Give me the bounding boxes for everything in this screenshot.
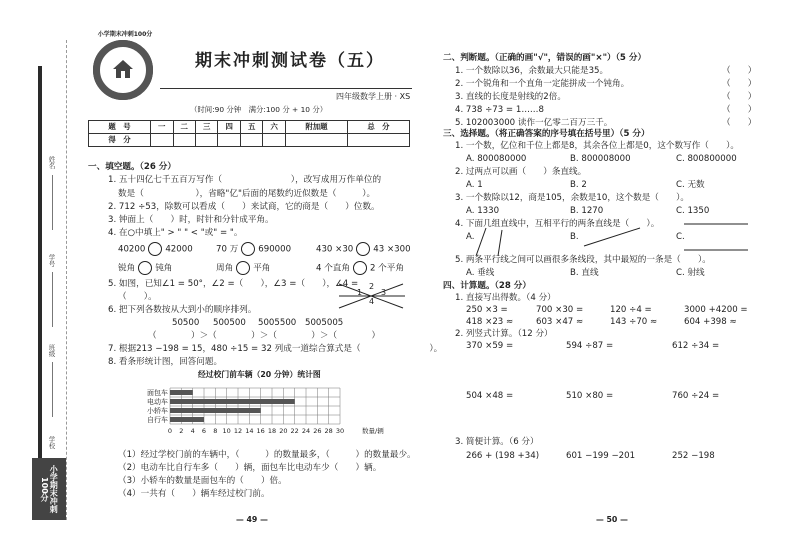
compare-circle[interactable]: [148, 242, 162, 256]
angle-label: 1: [357, 288, 363, 297]
calc-item: 418 ×23 ≈: [466, 317, 514, 327]
tick-label: 14: [245, 427, 254, 435]
calc-item: 612 ÷34 =: [672, 341, 720, 351]
tick-label: 18: [267, 427, 277, 435]
choice-option[interactable]: A. 垂线: [466, 268, 495, 278]
school-label: 学校: [47, 436, 56, 449]
score-input[interactable]: [240, 134, 262, 147]
score-cell: 三: [195, 121, 217, 134]
category-label: 电动车: [147, 398, 168, 406]
class-label: 班级: [47, 344, 56, 357]
score-cell: 题 号: [89, 121, 151, 134]
calc-item: 120 ÷4 =: [610, 305, 652, 315]
calc-q3: 3. 简便计算。（6 分）: [455, 437, 539, 447]
category-label: 自行车: [147, 416, 168, 424]
x-axis-label: 数量/辆: [362, 427, 384, 435]
choice-option[interactable]: B. 2: [570, 180, 587, 190]
tick-label: 10: [222, 427, 231, 435]
score-input[interactable]: [173, 134, 195, 147]
tick-label: 28: [324, 427, 333, 435]
score-value-row: [89, 134, 410, 147]
tick-label: 0: [167, 427, 173, 435]
score-input[interactable]: [218, 134, 240, 147]
bar-2: [170, 408, 261, 413]
q4-row1-c: 430 ×30 43 ×300: [316, 242, 411, 256]
angle-label: 4: [369, 297, 375, 306]
q6-num: 50500: [172, 318, 200, 328]
calc-item: 504 ×48 =: [466, 391, 514, 401]
calc-item: 760 ÷24 =: [672, 391, 720, 401]
score-table: [88, 120, 410, 147]
choice-option[interactable]: C. 1350: [676, 206, 710, 216]
q1-line-b: 数是（ ），省略"亿"后面的尾数约近似数是（ ）。: [118, 189, 376, 199]
section1-title: 一、填空题。（26 分）: [88, 162, 176, 172]
bar-3: [170, 417, 204, 422]
calc-item: 370 ×59 =: [466, 341, 514, 351]
choice-q4: 4. 下面几组直线中，互相平行的两条直线是（ ）。: [455, 219, 660, 229]
section3-title: 三、选择题。（将正确答案的序号填在括号里）（5 分）: [443, 129, 650, 139]
angle-label: 3: [381, 288, 387, 297]
calc-item: 3000 +4200 =: [684, 305, 748, 315]
judge-answer[interactable]: （ ）: [722, 66, 757, 76]
q4-row2: 锐角 钝角: [118, 261, 172, 275]
score-cell: 二: [173, 121, 195, 134]
choice-option[interactable]: A. 800080000: [466, 154, 527, 164]
calc-item: 594 ÷87 =: [566, 341, 614, 351]
logo-badge: [93, 31, 153, 100]
q8: 8. 看条形统计图，回答问题。: [108, 357, 223, 367]
q4-row1: 40200 42000: [118, 242, 193, 256]
choice-option[interactable]: B.: [570, 232, 579, 242]
judge-item: 5. 102003000 读作一亿零二百万三千。: [455, 118, 613, 128]
judge-item: 3. 直线的长度是射线的2倍。: [455, 92, 566, 102]
q8-3: （3）小轿车的数量是面包车的（ ）倍。: [118, 476, 287, 486]
calc-item: 510 ×80 =: [566, 391, 614, 401]
score-cell: 附加题: [285, 121, 347, 134]
calc-item: 143 ÷70 ≈: [610, 317, 658, 327]
category-label: 面包车: [147, 389, 168, 397]
page-number-right: — 50 —: [596, 515, 628, 524]
q6-num: 5005005: [305, 318, 344, 328]
q6-num: 500500: [213, 318, 246, 328]
judge-answer[interactable]: （ ）: [722, 105, 757, 115]
judge-answer[interactable]: （ ）: [722, 118, 757, 128]
house-icon: [112, 58, 134, 80]
parallel-lines-figure: [472, 222, 752, 258]
choice-option[interactable]: A.: [466, 232, 475, 242]
tick-label: 26: [313, 427, 322, 435]
choice-q5: 5. 两条平行线之间可以画很多条线段，其中最短的一条是（ ）。: [455, 255, 711, 265]
brand-box: 小学期末冲刺100分: [32, 458, 66, 520]
choice-option[interactable]: C. 无数: [676, 180, 705, 190]
calc-q1: 1. 直接写出得数。（4 分）: [455, 293, 556, 303]
calc-item: 603 ×47 ≈: [536, 317, 584, 327]
section2-title: 二、判断题。（正确的画"√"，错误的画"×"）（5 分）: [443, 53, 647, 63]
calc-item: 700 ×30 =: [536, 305, 584, 315]
q6: 6. 把下列各数按从大到小的顺序排列。: [108, 305, 257, 315]
tick-label: 20: [279, 427, 288, 435]
tick-label: 16: [256, 427, 265, 435]
judge-item: 4. 738 ÷73 = 1……8: [455, 105, 544, 115]
q4-row2-b: 周角 平角: [216, 261, 270, 275]
choice-option[interactable]: A. 1: [466, 180, 483, 190]
section4-title: 四、计算题。（28 分）: [443, 281, 531, 291]
compare-circle[interactable]: [241, 242, 255, 256]
choice-option[interactable]: C. 射线: [676, 268, 705, 278]
tick-label: 8: [213, 427, 218, 435]
tick-label: 4: [190, 427, 195, 435]
calc-item: 252 −198: [672, 451, 715, 461]
logo-text: 小学期末冲刺100分: [97, 31, 153, 38]
tick-label: 24: [301, 427, 311, 435]
score-cell: 一: [151, 121, 173, 134]
q8-1: （1）经过学校门前的车辆中，（ ）的数量最多，（ ）的数量最少。: [118, 450, 416, 460]
q4-row2-c: 4 个直角 2 个平角: [316, 261, 404, 275]
score-input[interactable]: [195, 134, 217, 147]
choice-option[interactable]: B. 直线: [570, 268, 599, 278]
choice-option[interactable]: C.: [676, 232, 685, 242]
title-rule: [160, 88, 412, 89]
tick-label: 12: [233, 427, 243, 435]
judge-answer[interactable]: （ ）: [722, 92, 757, 102]
score-cell: 总 分: [347, 121, 409, 134]
bar-0: [170, 390, 193, 395]
id-label: 学号: [47, 254, 56, 267]
category-label: 小轿车: [147, 407, 168, 415]
id-line: [52, 272, 53, 327]
page-number-left: — 49 —: [236, 515, 268, 524]
choice-option[interactable]: B. 1270: [570, 206, 604, 216]
choice-q1: 1. 一个数，亿位和千位上都是8，其余各位上都是0，这个数写作（ ）。: [455, 141, 739, 151]
q3: 3. 钟面上（ ）时，时针和分针成平角。: [108, 215, 274, 225]
exam-meta: （时间:90 分钟 满分:100 分 + 10 分）: [190, 105, 328, 114]
q5-line-a: 5. 如图，已知∠1 = 50°，∠2 =（ ），∠3 =（ ），∠4 =: [108, 279, 359, 289]
score-input[interactable]: [151, 134, 173, 147]
compare-circle[interactable]: [138, 261, 152, 275]
q8-2: （2）电动车比自行车多（ ）辆，面包车比电动车少（ ）辆。: [118, 463, 382, 473]
angle-label: 2: [369, 282, 375, 291]
score-cell: 五: [240, 121, 262, 134]
compare-circle[interactable]: [356, 242, 370, 256]
q4: 4. 在○中填上" > " " < "或" = "。: [108, 228, 243, 238]
score-input[interactable]: [285, 134, 347, 147]
tick-label: 22: [290, 427, 299, 435]
score-cell: 得 分: [89, 134, 151, 147]
q2: 2. 712 ÷53，除数可以看成（ ）来试商，它的商是（ ）位数。: [108, 202, 380, 212]
judge-item: 2. 一个锐角和一个直角一定能拼成一个钝角。: [455, 79, 630, 89]
page-title: 期末冲刺测试卷（五）: [195, 51, 385, 71]
name-label: 姓名: [47, 156, 56, 169]
choice-option[interactable]: A. 1330: [466, 206, 500, 216]
choice-option[interactable]: C. 800800000: [676, 154, 737, 164]
choice-q3: 3. 一个数除以12，商是105，余数是10，这个数是（ ）。: [455, 193, 689, 203]
choice-option[interactable]: B. 800008000: [570, 154, 631, 164]
q8-4: （4）一共有（ ）辆车经过校门前。: [118, 489, 270, 499]
calc-item: 601 −199 −201: [566, 451, 636, 461]
calc-q2: 2. 列竖式计算。（12 分）: [455, 329, 553, 339]
name-line: [52, 175, 53, 230]
bar-1: [170, 399, 295, 404]
choice-q2: 2. 过两点可以画（ ）条直线。: [455, 167, 587, 177]
tick-label: 2: [179, 427, 184, 435]
class-line: [52, 362, 53, 417]
tick-label: 30: [335, 427, 345, 435]
score-input[interactable]: [347, 134, 409, 147]
calc-item: 250 ×3 =: [466, 305, 508, 315]
q6-num: 5005500: [258, 318, 297, 328]
calc-item: 604 +398 ≈: [684, 317, 737, 327]
q4-row1-b: 70 万 690000: [216, 242, 291, 256]
score-input[interactable]: [263, 134, 285, 147]
calc-item: 266 + (198 +34): [466, 451, 540, 461]
compare-circle[interactable]: [353, 261, 367, 275]
tick-label: 6: [201, 427, 207, 435]
compare-circle[interactable]: [236, 261, 250, 275]
q1-line-a: 1. 五十四亿七千五百万写作（ ），改写成用万作单位的: [108, 175, 382, 185]
score-cell: 六: [263, 121, 285, 134]
judge-item: 1. 一个数除以36，余数最大只能是35。: [455, 66, 609, 76]
bar-chart: [140, 384, 440, 444]
q6-order-line: （ ）＞（ ）＞（ ）＞（ ）: [148, 331, 381, 341]
q5-line-b: （ ）。: [118, 292, 157, 302]
binding-band: [38, 66, 42, 486]
grade-subtitle: 四年级数学上册 · XS: [336, 92, 411, 101]
score-cell: 四: [218, 121, 240, 134]
cut-line: [66, 40, 67, 520]
judge-answer[interactable]: （ ）: [722, 79, 757, 89]
chart-title: 经过校门前车辆（20 分钟）统计图: [198, 370, 321, 379]
q7: 7. 根据213 −198 = 15，480 ÷15 = 32 列成一道综合算式是（ ）。: [108, 344, 443, 354]
score-header-row: [89, 121, 410, 134]
